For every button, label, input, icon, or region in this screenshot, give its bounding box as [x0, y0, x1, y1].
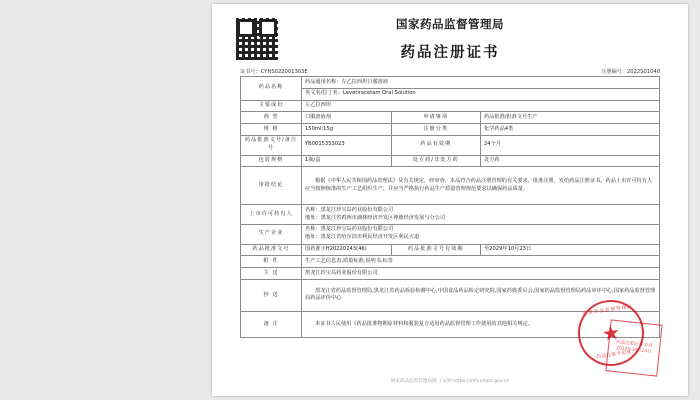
manufacturer-label: 生产企业 [241, 224, 302, 244]
certificate-table [240, 76, 660, 338]
approval-no-label: 药品批准文号/备注号 [241, 135, 302, 155]
package-value: 1瓶/盒 [302, 155, 392, 167]
apply-type-value: 药品批准/批准文号生产 [481, 112, 660, 124]
approval-no-value: YB0015353023 [302, 135, 392, 155]
validity-value: 24个月 [481, 135, 660, 155]
table-row [241, 155, 660, 167]
drug-name-generic: 药品通用名称：左乙拉西坦口服溶液 [302, 77, 660, 89]
main-recipient-label: 主 送 [241, 268, 302, 280]
table-row [241, 268, 660, 280]
table-row [241, 88, 660, 100]
table-row [241, 77, 660, 89]
table-row [241, 256, 660, 268]
approval-doc-label: 药品批准文号 [241, 244, 302, 256]
dosage-value: 口服溶液剂 [302, 112, 392, 124]
table-row [241, 135, 660, 155]
approval-valid-label: 药品批准文号有效期 [391, 244, 481, 256]
manufacturer-info [302, 224, 660, 244]
holder-name: 名称：黑龙江珍宝岛药业股份有限公司 [305, 206, 394, 213]
ingredient-value: 左乙拉西坦 [302, 100, 660, 112]
seal-top-text: 国家药品监督管理局 [582, 304, 634, 317]
certificate-id-row [240, 68, 660, 75]
remark-label: 备 注 [241, 311, 302, 337]
holder-info [302, 205, 660, 225]
cc-label: 抄 送 [241, 279, 302, 311]
seal-bottom-text: 药品注册专用章 [596, 350, 633, 361]
ingredient-label: 主要成份 [241, 100, 302, 112]
basis-label: 审批结论 [241, 167, 302, 205]
validity-label: 药品有效期 [391, 135, 481, 155]
table-row [241, 224, 660, 244]
table-row [241, 244, 660, 256]
manufacturer-name: 名称：黑龙江珍宝岛药业股份有限公司 [305, 226, 394, 233]
approval-doc-value: 国药准字H20220243(46) [302, 244, 392, 256]
table-row [241, 167, 660, 205]
certificate-page [212, 4, 688, 396]
holder-label: 上市许可持有人 [241, 205, 302, 225]
spec-label: 规 格 [241, 124, 302, 136]
cc-value: 黑龙江省药品监督管理局,黑龙江省药品检验检测中心,中国食品药品检定研究院,国家药典委员会,国家药品监督管理局药品审评中心,国家药品监督管理局药品评价中心 [302, 279, 660, 311]
basis-text: 根据《中华人民共和国药品管理法》及有关规定，经审查，本品符合药品注册管理的有关要求，批准注册，发给药品注册证书。药品上市许可持有人应当按照核准的生产工艺组织生产，并应当严格执行药品生产质量管理规范要求以确保药品质量。 [302, 167, 660, 205]
package-label: 包装规格 [241, 155, 302, 167]
certificate-body [222, 12, 678, 388]
reg-class-label: 注册分类 [391, 124, 481, 136]
issuing-organization: 国家药品监督管理局 [396, 17, 504, 31]
page-title: 药品注册证书 [400, 45, 500, 61]
registration-number: 注册编号：2022S01040 [601, 69, 660, 75]
certificate-header [222, 16, 678, 62]
reg-class-value: 化学药品4类 [481, 124, 660, 136]
secondary-stamp: 药品注册证书 专用 2022年10月24日 [605, 319, 662, 376]
table-row [241, 112, 660, 124]
star-icon: ★ [600, 319, 622, 347]
certificate-number: 证书号：CYHS022001303E [240, 69, 308, 75]
rx-label: 处方药/非处方药 [391, 155, 481, 167]
approval-valid-value: 至2029年10月23日 [481, 244, 660, 256]
table-row [241, 100, 660, 112]
drug-name-label: 药品名称 [241, 77, 302, 101]
footer-note: 国家药品监督管理局制 子证照 https://info.nmpa.gov.cn [390, 379, 510, 384]
manufacturer-address: 地址：黑龙江省哈尔滨市利民经济开发区利民大道 [305, 234, 420, 241]
dosage-label: 剂 型 [241, 112, 302, 124]
holder-address: 地址：黑龙江省鸡西市滴林经济开发区神鹿经济发展与分公司 [305, 214, 446, 221]
apply-type-label: 申请事项 [391, 112, 481, 124]
table-row [241, 205, 660, 225]
rx-value: 处方药 [481, 155, 660, 167]
spec-value: 150ml:15g [302, 124, 392, 136]
drug-name-english: 英文名/拉丁名：Levetiracetam Oral Solution [302, 88, 660, 100]
remark-value: 本证书人民使用《药品批准物期原材料和服装复合适用药品监督管理工作使用的其他相关规定。 [302, 311, 660, 337]
attachment-label: 附 件 [241, 256, 302, 268]
table-row [241, 124, 660, 136]
attachment-value: 生产工艺信息表,质量标准,说明书,标签 [302, 256, 660, 268]
main-recipient-value: 黑龙江珍宝岛药业股份有限公司 [302, 268, 660, 280]
